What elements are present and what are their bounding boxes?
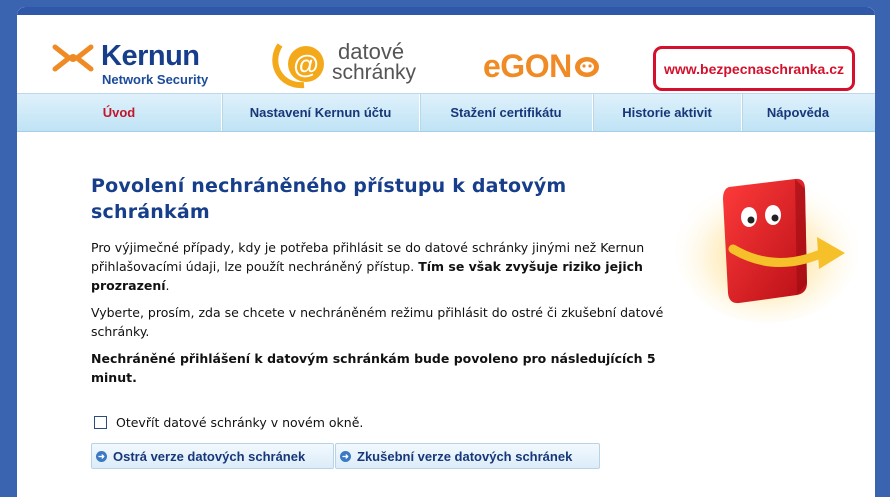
new-window-label[interactable]: Otevřít datové schránky v novém okně. bbox=[116, 415, 364, 430]
new-window-option[interactable] bbox=[94, 415, 363, 430]
live-version-label: Ostrá verze datových schránek bbox=[113, 448, 306, 464]
test-version-label: Zkušební verze datových schránek bbox=[357, 448, 573, 464]
arrow-right-icon: ➜ bbox=[96, 451, 107, 462]
timeout-notice: Nechráněné přihlášení k datovým schránkám bude povoleno pro následujících 5 minut. bbox=[91, 351, 656, 385]
nav-item-napoveda[interactable]: Nápověda bbox=[766, 105, 830, 120]
arrow-right-icon: ➜ bbox=[340, 451, 351, 462]
svg-text:@: @ bbox=[293, 49, 319, 79]
intro-end: . bbox=[165, 278, 170, 293]
egon-logo[interactable] bbox=[483, 49, 600, 83]
ds-line1: datové bbox=[338, 39, 405, 64]
main-nav bbox=[17, 93, 875, 132]
kernun-star-icon bbox=[51, 43, 95, 73]
live-version-button[interactable] bbox=[91, 443, 334, 469]
nav-item-stazeni[interactable]: Stažení certifikátu bbox=[420, 94, 593, 131]
intro-paragraph bbox=[91, 238, 671, 295]
datove-schranky-logo[interactable] bbox=[272, 39, 422, 89]
at-sign-icon bbox=[272, 39, 334, 89]
ds-line2: schránky bbox=[332, 61, 417, 84]
header bbox=[17, 15, 875, 93]
egon-text: eGON bbox=[483, 48, 572, 84]
bezpecnaschranka-link[interactable]: www.bezpecnaschranka.cz bbox=[653, 46, 855, 91]
egon-face-icon bbox=[574, 56, 600, 78]
page-frame bbox=[17, 7, 875, 497]
kernun-brand: Kernun bbox=[101, 40, 200, 72]
test-version-button[interactable] bbox=[335, 443, 600, 469]
top-strip bbox=[17, 7, 875, 15]
nav-item-historie[interactable]: Historie aktivit bbox=[593, 94, 742, 131]
intro-warning: Tím se však zvyšuje riziko jejich prozrazení bbox=[91, 259, 643, 293]
kernun-subtitle: Network Security bbox=[102, 72, 209, 87]
mascot-illustration bbox=[667, 165, 857, 325]
intro-text: Pro výjimečné případy, kdy je potřeba přihlásit se do datové schránky jinými než Kernun přihlašovacími údaji, lze použít nechráněný přístup. bbox=[91, 240, 645, 274]
page-title: Povolení nechráněného přístupu k datovým schránkám bbox=[91, 175, 567, 223]
nav-item-uvod[interactable]: Úvod bbox=[17, 94, 222, 131]
new-window-checkbox[interactable] bbox=[94, 416, 107, 429]
nav-item-nastaveni[interactable]: Nastavení Kernun účtu bbox=[222, 94, 420, 131]
select-paragraph: Vyberte, prosím, zda se chcete v nechráněném režimu přihlásit do ostré či zkušební datové schránky. bbox=[91, 305, 664, 339]
